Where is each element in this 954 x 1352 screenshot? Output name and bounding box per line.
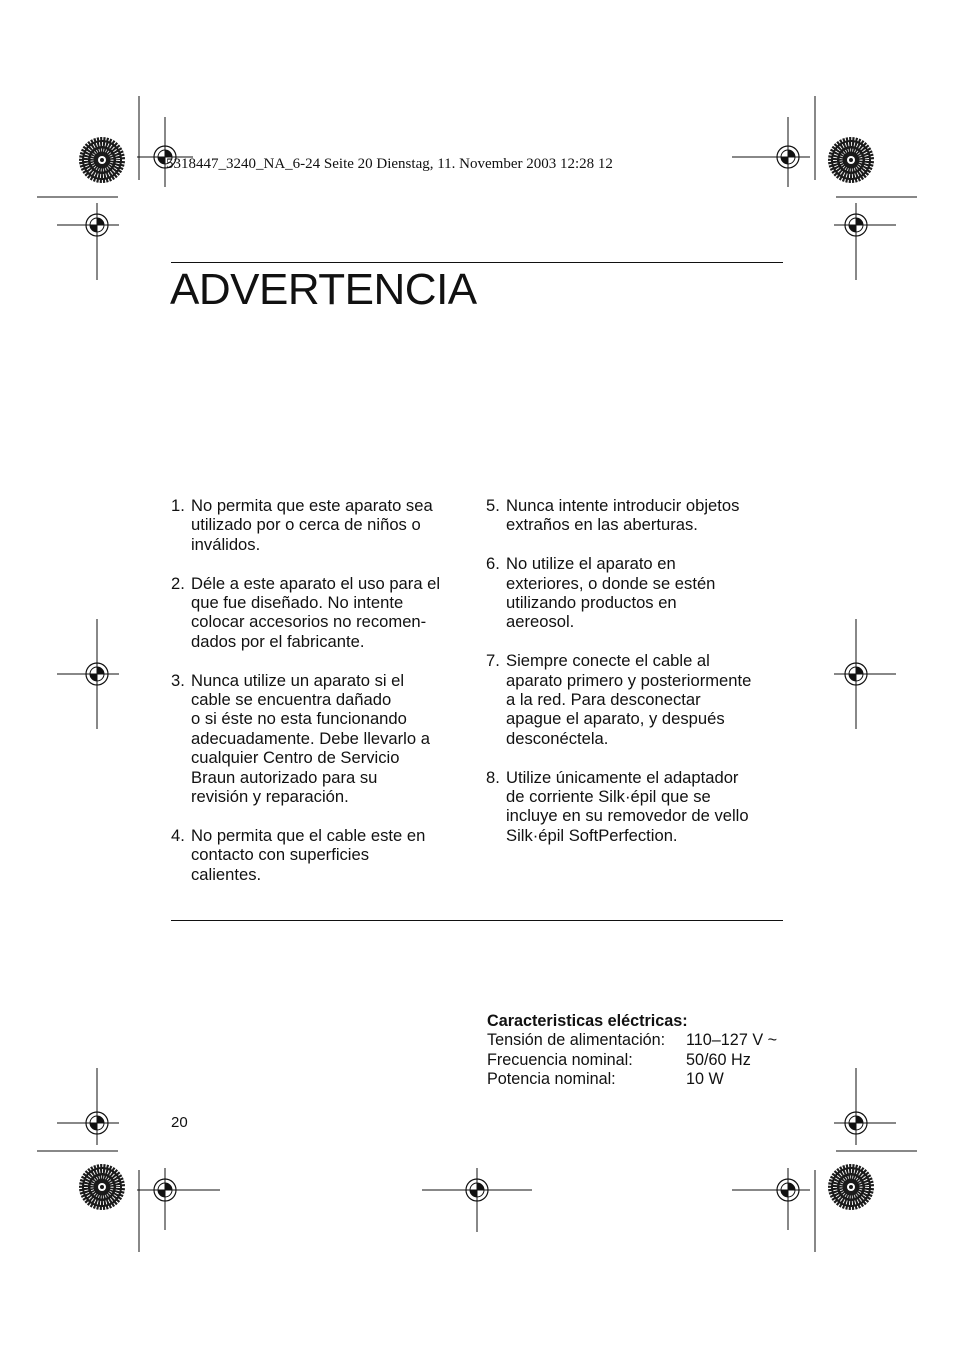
item-number: 6. bbox=[486, 554, 500, 574]
item-text: No permita que el cable este en contacto con superficies calientes. bbox=[191, 825, 426, 884]
list-item bbox=[486, 554, 784, 632]
spec-row bbox=[487, 1070, 777, 1089]
item-text: No permita que este aparato sea utilizado por o cerca de niños o inválidos. bbox=[191, 496, 433, 554]
item-text: Utilize únicamente el adaptador de corriente Silk·épil que se incluye en su removedor de vello Silk·épil SoftPerfection. bbox=[506, 767, 749, 845]
warning-list-left bbox=[171, 496, 463, 903]
item-number: 4. bbox=[171, 825, 185, 845]
list-item bbox=[171, 826, 463, 884]
item-text: No utilize el aparato en exteriores, o donde se estén utilizando productos en aereosol. bbox=[506, 554, 716, 632]
specs-heading: Caracteristicas eléctricas: bbox=[487, 1012, 688, 1030]
spec-value: 110–127 V ~ bbox=[686, 1031, 778, 1050]
item-number: 3. bbox=[171, 670, 185, 690]
list-item bbox=[171, 496, 463, 554]
list-item bbox=[486, 651, 784, 748]
item-number: 1. bbox=[171, 496, 185, 515]
warning-list-right bbox=[486, 496, 784, 865]
item-text: Siempre conecte el cable al aparato primero y posteriormente a la red. Para desconectar apague el aparato, y después desconéctela. bbox=[506, 651, 752, 748]
item-number: 7. bbox=[486, 651, 500, 671]
spec-label: Frecuencia nominal: bbox=[487, 1050, 633, 1069]
item-number: 2. bbox=[171, 573, 185, 593]
page-number: 20 bbox=[171, 1114, 188, 1131]
page-title: ADVERTENCIA bbox=[170, 265, 477, 314]
list-item bbox=[486, 768, 784, 846]
list-item bbox=[486, 496, 784, 535]
list-item bbox=[171, 574, 463, 652]
bottom-divider bbox=[171, 920, 783, 921]
item-number: 5. bbox=[486, 496, 500, 515]
item-text: Nunca utilize un aparato si el cable se encuentra dañado o si éste no esta funcionando adecuadamente. Debe llevarlo a cualquier Centro de Servicio Braun autorizado para su revisión y reparación. bbox=[191, 670, 430, 807]
item-number: 8. bbox=[486, 767, 500, 787]
print-slug-line: 5318447_3240_NA_6-24 Seite 20 Dienstag, 11. November 2003 12:28 12 bbox=[166, 156, 613, 172]
spec-row bbox=[487, 1051, 777, 1070]
spec-value: 50/60 Hz bbox=[686, 1050, 751, 1069]
spec-label: Tensión de alimentación: bbox=[487, 1031, 666, 1050]
list-item bbox=[171, 671, 463, 807]
item-text: Déle a este aparato el uso para el que fue diseñado. No intente colocar accesorios no recomen- dados por el fabricante. bbox=[191, 573, 441, 651]
spec-value: 10 W bbox=[686, 1070, 724, 1089]
top-divider bbox=[171, 262, 783, 263]
electrical-specs bbox=[487, 1012, 777, 1090]
spec-label: Potencia nominal: bbox=[487, 1070, 616, 1089]
item-text: Nunca intente introducir objetos extraños en las aberturas. bbox=[506, 496, 740, 535]
spec-row bbox=[487, 1031, 777, 1050]
